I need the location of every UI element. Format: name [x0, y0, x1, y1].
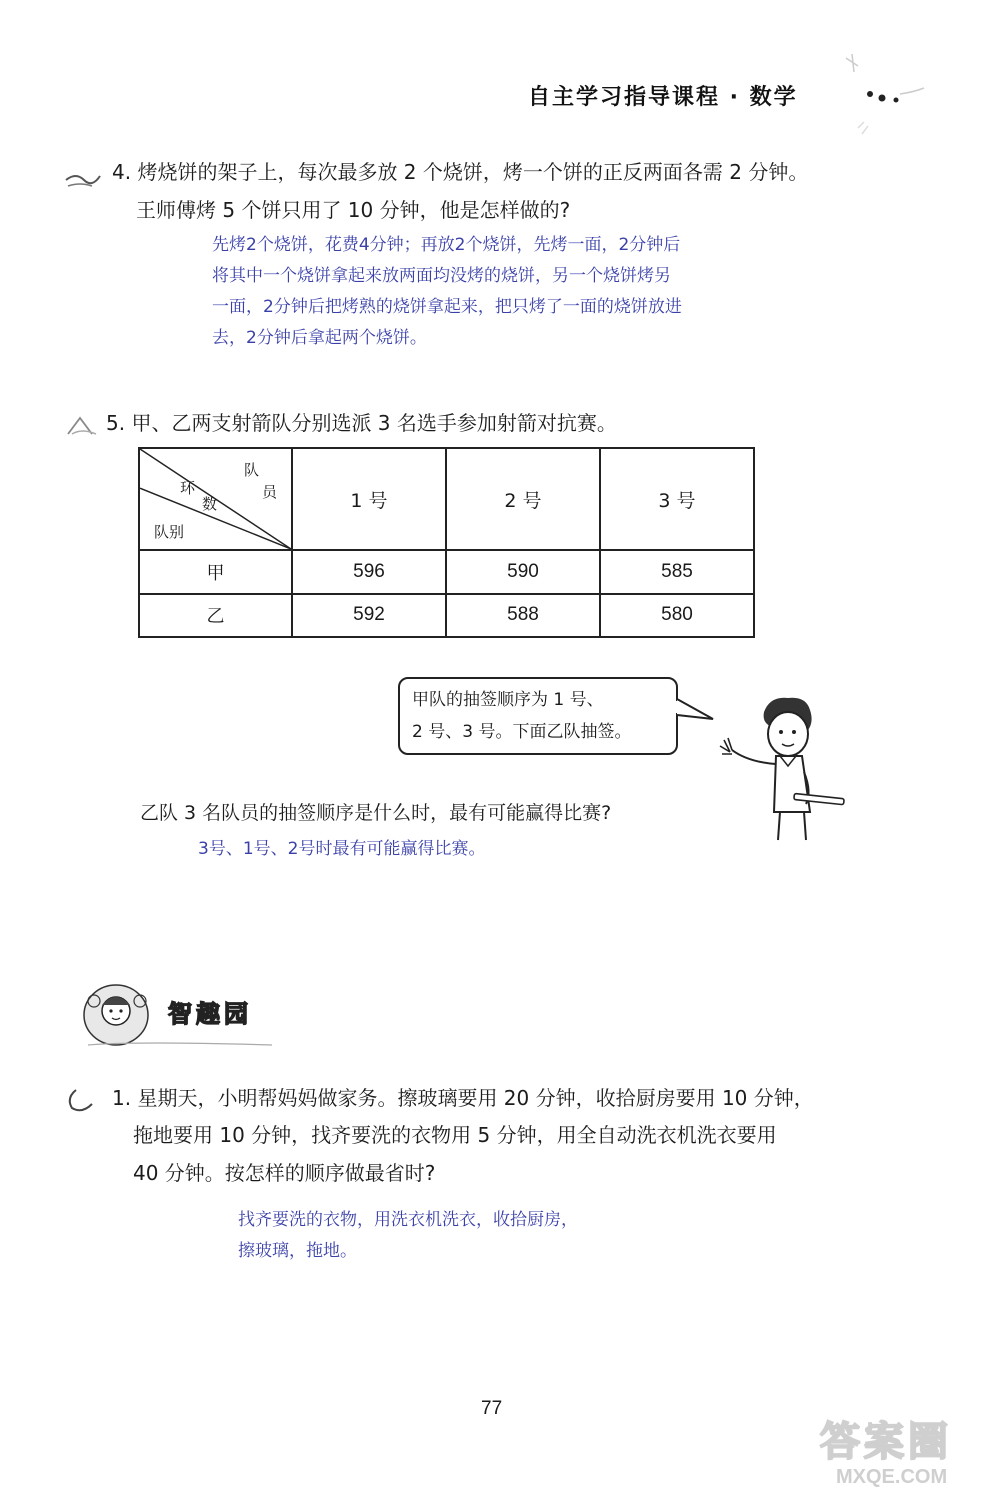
watermark-url: MXQE.COM: [836, 1466, 948, 1488]
corner-label: 员: [262, 483, 278, 501]
row-label: 甲: [139, 550, 292, 594]
question-marker-icon: [62, 1084, 102, 1114]
speech-bubble: [398, 677, 678, 755]
bubble-line: 甲队的抽签顺序为 1 号、: [412, 690, 604, 710]
row-label: 乙: [139, 594, 292, 638]
question-5-prompt: 乙队 3 名队员的抽签顺序是什么时，最有可能赢得比赛?: [140, 802, 612, 824]
watermark-logo: 答案圈: [820, 1419, 952, 1465]
table-row: [139, 550, 754, 594]
table-header-row: [139, 448, 754, 550]
answer-line: 找齐要洗的衣物，用洗衣机洗衣，收拾厨房，: [238, 1210, 578, 1230]
answer-line: 擦玻璃，拖地。: [238, 1241, 357, 1261]
practice-1-answer: [238, 1205, 578, 1267]
answer-line: 一面，2分钟后把烤熟的烧饼拿起来，把只烤了一面的烧饼放进: [212, 297, 682, 317]
practice-1-line-2: 拖地要用 10 分钟，找齐要洗的衣物用 5 分钟，用全自动洗衣机洗衣要用: [133, 1123, 777, 1147]
question-4-line-2: 王师傅烤 5 个饼只用了 10 分钟，他是怎样做的?: [136, 198, 571, 222]
table-cell: 580: [600, 594, 754, 638]
answer-line: 先烤2个烧饼，花费4分钟；再放2个烧饼，先烤一面，2分钟后: [212, 235, 681, 255]
practice-1-line-1: 1. 星期天，小明帮妈妈做家务。擦玻璃要用 20 分钟，收拾厨房要用 10 分钟，: [112, 1086, 814, 1110]
decorative-dots-icon: [838, 48, 928, 138]
table-cell: 596: [292, 550, 446, 594]
corner-label: 队: [244, 461, 260, 479]
practice-1-line-3: 40 分钟。按怎样的顺序做最省时?: [133, 1161, 436, 1185]
page-header-title: 自主学习指导课程 · 数学: [528, 85, 798, 110]
question-4-line-1: 4. 烤烧饼的架子上，每次最多放 2 个烧饼，烤一个饼的正反两面各需 2 分钟。: [112, 160, 809, 184]
table-cell: 592: [292, 594, 446, 638]
question-marker-icon: [62, 162, 102, 192]
column-header: 1 号: [292, 448, 446, 550]
boy-character-illustration: [718, 692, 848, 842]
corner-label: 数: [202, 495, 218, 513]
table-cell: 588: [446, 594, 600, 638]
table-corner-cell: [139, 448, 292, 550]
score-table: [138, 447, 755, 638]
table-row: [139, 594, 754, 638]
speech-bubble-tail-icon: [675, 695, 715, 725]
table-cell: 590: [446, 550, 600, 594]
question-5-line-1: 5. 甲、乙两支射箭队分别选派 3 名选手参加射箭对抗赛。: [106, 411, 617, 435]
question-marker-icon: [62, 410, 102, 440]
answer-line: 去，2分钟后拿起两个烧饼。: [212, 328, 427, 348]
corner-label: 队别: [154, 523, 185, 541]
page-number: 77: [481, 1398, 503, 1419]
section-title: 智趣园: [168, 1000, 252, 1028]
corner-label: 环: [180, 479, 196, 497]
bubble-line: 2 号、3 号。下面乙队抽签。: [412, 722, 632, 742]
question-4-answer: [212, 230, 682, 354]
question-5-answer: 3号、1号、2号时最有可能赢得比赛。: [198, 839, 486, 859]
column-header: 2 号: [446, 448, 600, 550]
answer-line: 将其中一个烧饼拿起来放两面均没烤的烧饼，另一个烧饼烤另: [212, 266, 671, 286]
table-cell: 585: [600, 550, 754, 594]
column-header: 3 号: [600, 448, 754, 550]
